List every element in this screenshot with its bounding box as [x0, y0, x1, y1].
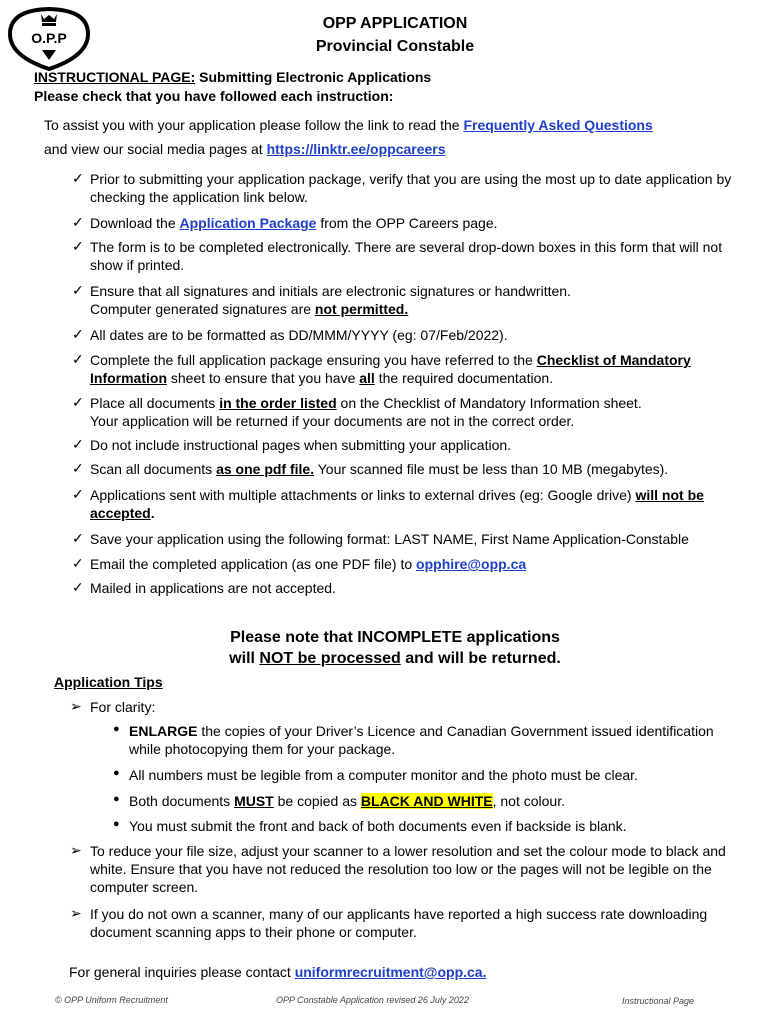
- check-icon: ✓: [72, 436, 84, 452]
- checklist-item: Applications sent with multiple attachments or links to external drives (eg: Google drive) will not be accepted.: [90, 487, 704, 521]
- checklist-item: Scan all documents as one pdf file. Your scanned file must be less than 10 MB (megabytes).: [90, 461, 669, 477]
- check-icon: ✓: [72, 530, 84, 546]
- intro-text-1: To assist you with your application please follow the link to read the: [44, 117, 464, 133]
- tip-item: If you do not own a scanner, many of our applicants have reported a high success rate downloading document scanning apps to their phone or computer.: [90, 906, 708, 940]
- instructional-label: INSTRUCTIONAL PAGE:: [34, 69, 196, 85]
- check-instruction-line: Please check that you have followed each instruction:: [34, 88, 394, 104]
- uniform-recruitment-email-link[interactable]: uniformrecruitment@opp.ca.: [294, 964, 487, 980]
- bullet-icon: ●: [113, 818, 120, 830]
- arrow-bullet-icon: ➢: [70, 842, 82, 858]
- arrow-bullet-icon: ➢: [70, 905, 82, 921]
- check-icon: ✓: [72, 579, 84, 595]
- checklist-item: Ensure that all signatures and initials are electronic signatures or handwritten. Computer generated signatures are not permitted.: [90, 283, 571, 317]
- checklist-item: All dates are to be formatted as DD/MMM/YYYY (eg: 07/Feb/2022).: [90, 327, 508, 343]
- tip-item: To reduce your file size, adjust your scanner to a lower resolution and set the colour mode to black and white. Ensure that you have not reduced the resolution too low or the pages will not be legible on the computer screen.: [90, 843, 726, 895]
- check-icon: ✓: [72, 486, 84, 502]
- incomplete-note-line-2: will NOT be processed and will be returned.: [229, 650, 561, 667]
- check-icon: ✓: [72, 326, 84, 342]
- footer-right: Instructional Page: [622, 996, 695, 1006]
- checklist-item: Download the Application Package from the OPP Careers page.: [90, 215, 498, 231]
- tip-subitem: All numbers must be legible from a computer monitor and the photo must be clear.: [129, 767, 638, 783]
- contact-line: For general inquiries please contact uniformrecruitment@opp.ca.: [69, 964, 487, 980]
- check-icon: ✓: [72, 351, 84, 367]
- check-icon: ✓: [72, 555, 84, 571]
- application-package-link[interactable]: Application Package: [179, 215, 317, 231]
- social-media-link[interactable]: https://linktr.ee/oppcareers: [266, 141, 446, 157]
- tip-subitem: ENLARGE the copies of your Driver’s Licence and Canadian Government issued identification while photocopying them for your package.: [129, 723, 714, 757]
- checklist-item: Mailed in applications are not accepted.: [90, 580, 336, 596]
- bullet-icon: ●: [113, 793, 120, 805]
- checklist-item: Prior to submitting your application package, verify that you are using the most up to date application by checking the application link below.: [90, 171, 732, 205]
- opphire-email-link[interactable]: opphire@opp.ca: [416, 556, 527, 572]
- checklist-item: Save your application using the following format: LAST NAME, First Name Application-Constable: [90, 531, 689, 547]
- page-title: OPP APPLICATION: [322, 15, 468, 32]
- opp-logo: [8, 6, 90, 72]
- instructional-heading: [34, 69, 431, 85]
- tip-subitem: You must submit the front and back of both documents even if backside is blank.: [129, 818, 627, 834]
- intro-text-2: and view our social media pages at: [44, 141, 267, 157]
- checklist-item: Do not include instructional pages when submitting your application.: [90, 437, 512, 453]
- checklist-item: Email the completed application (as one PDF file) to opphire@opp.ca: [90, 556, 527, 572]
- black-and-white-highlight: BLACK AND WHITE: [360, 793, 493, 809]
- application-tips-heading: Application Tips: [54, 674, 163, 690]
- bullet-icon: ●: [113, 767, 120, 779]
- check-icon: ✓: [72, 282, 84, 298]
- tip-item: For clarity:: [90, 699, 156, 715]
- checklist-item: Place all documents in the order listed on the Checklist of Mandatory Information sheet. Your application will be returned if your documents are not in the correct order.: [90, 395, 642, 429]
- footer-left: © OPP Uniform Recruitment: [55, 995, 168, 1005]
- arrow-bullet-icon: ➢: [70, 698, 82, 714]
- check-icon: ✓: [72, 460, 84, 476]
- checklist-item: Complete the full application package ensuring you have referred to the Checklist of Mandatory Information sheet to ensure that you have all the required documentation.: [90, 352, 691, 386]
- incomplete-note-line-1: Please note that INCOMPLETE applications: [230, 629, 560, 646]
- checklist-item: The form is to be completed electronically. There are several drop-down boxes in this form that will not show if printed.: [90, 239, 723, 273]
- instructional-title: Submitting Electronic Applications: [195, 69, 432, 85]
- intro-line-1: [44, 116, 744, 134]
- footer-center: OPP Constable Application revised 26 July 2022: [276, 995, 469, 1005]
- bullet-icon: ●: [113, 723, 120, 735]
- tip-subitem: Both documents MUST be copied as BLACK AND WHITE, not colour.: [129, 793, 565, 809]
- faq-link[interactable]: Frequently Asked Questions: [463, 117, 653, 133]
- check-icon: ✓: [72, 394, 84, 410]
- intro-line-2: [44, 140, 744, 158]
- logo-text: O.P.P: [31, 30, 67, 46]
- check-icon: ✓: [72, 214, 84, 230]
- check-icon: ✓: [72, 238, 84, 254]
- check-icon: ✓: [72, 170, 84, 186]
- page-subtitle: Provincial Constable: [315, 38, 475, 55]
